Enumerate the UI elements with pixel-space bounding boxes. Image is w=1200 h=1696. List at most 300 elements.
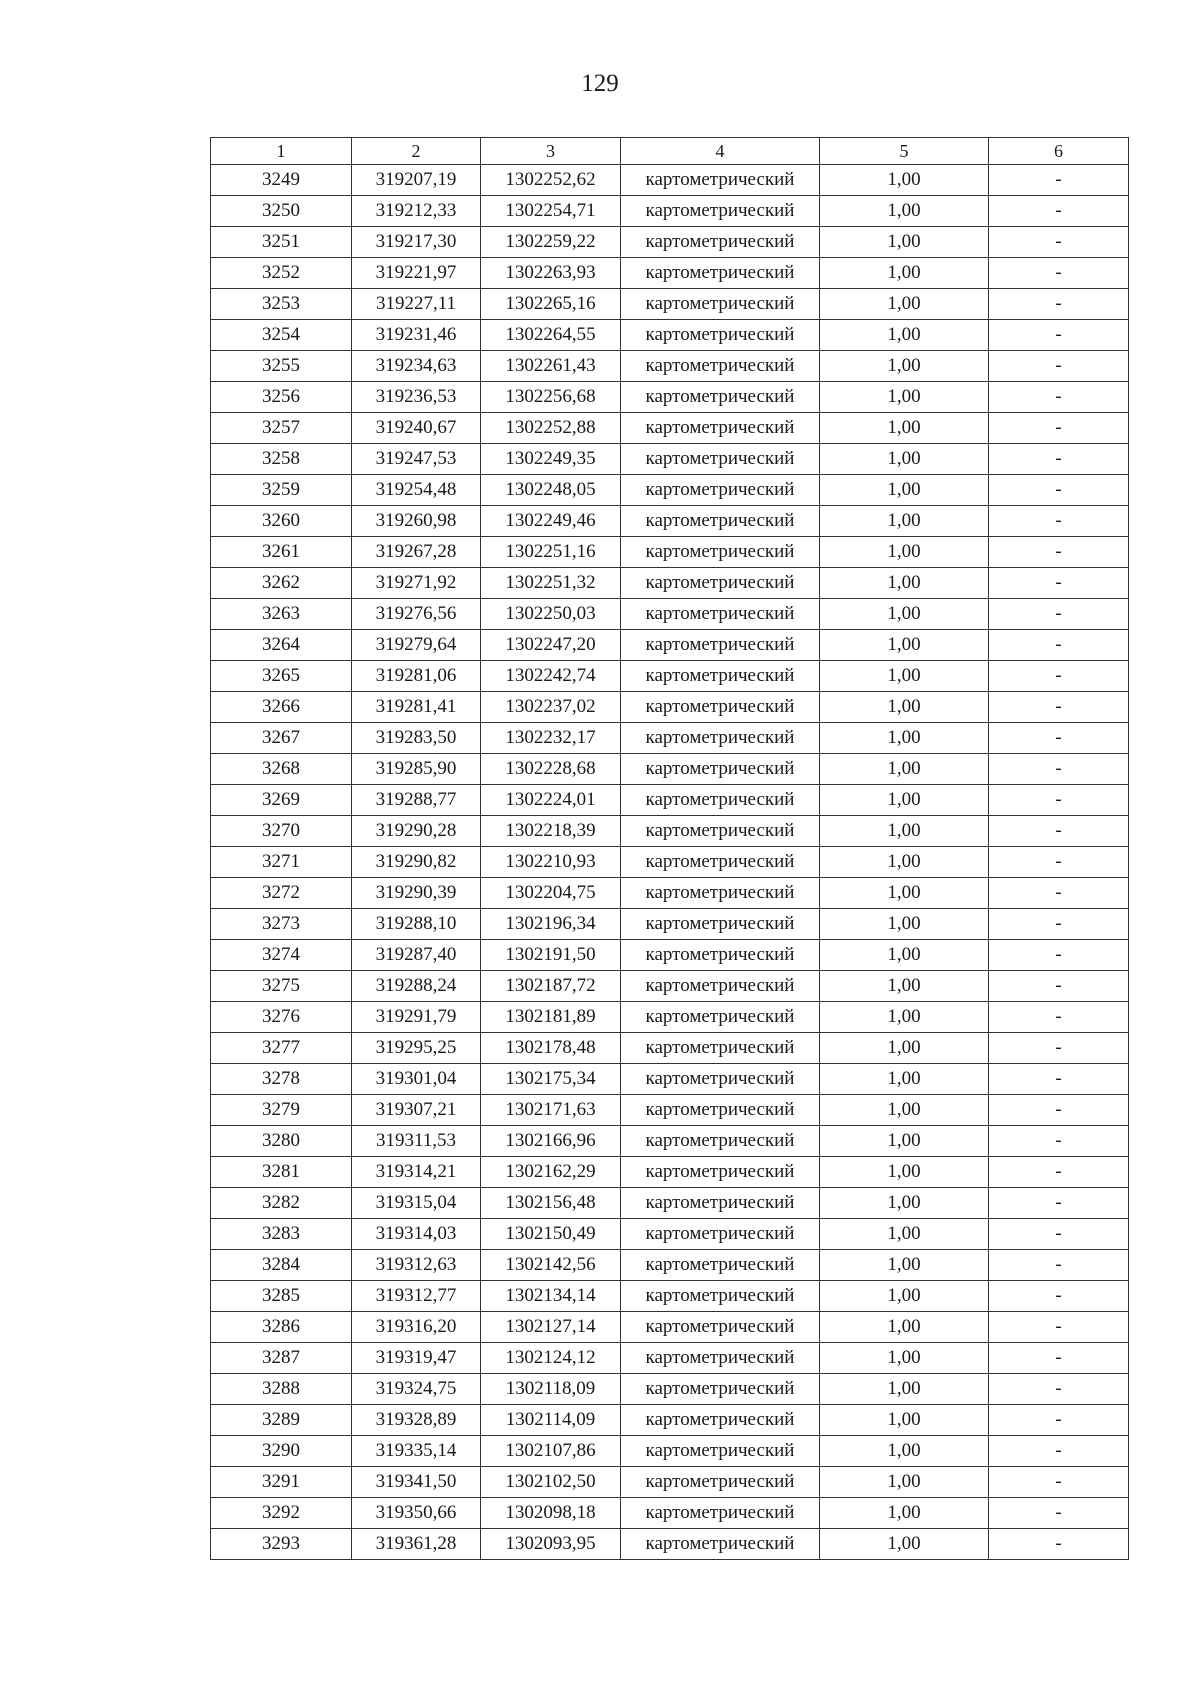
point-number-cell: 3264 <box>211 630 352 661</box>
table-row <box>211 475 1129 506</box>
x-coordinate-cell: 319287,40 <box>352 940 481 971</box>
method-cell: картометрический <box>621 1002 820 1033</box>
accuracy-cell: 1,00 <box>820 289 989 320</box>
description-cell: - <box>989 382 1129 413</box>
y-coordinate-cell: 1302191,50 <box>481 940 621 971</box>
point-number-cell: 3289 <box>211 1405 352 1436</box>
y-coordinate-cell: 1302250,03 <box>481 599 621 630</box>
description-cell: - <box>989 165 1129 196</box>
y-coordinate-cell: 1302247,20 <box>481 630 621 661</box>
table-row <box>211 320 1129 351</box>
method-cell: картометрический <box>621 227 820 258</box>
point-number-cell: 3288 <box>211 1374 352 1405</box>
description-cell: - <box>989 1498 1129 1529</box>
table-row <box>211 940 1129 971</box>
method-cell: картометрический <box>621 506 820 537</box>
y-coordinate-cell: 1302150,49 <box>481 1219 621 1250</box>
point-number-cell: 3260 <box>211 506 352 537</box>
x-coordinate-cell: 319285,90 <box>352 754 481 785</box>
method-cell: картометрический <box>621 1343 820 1374</box>
accuracy-cell: 1,00 <box>820 940 989 971</box>
method-cell: картометрический <box>621 351 820 382</box>
table-row <box>211 754 1129 785</box>
table-row <box>211 1064 1129 1095</box>
description-cell: - <box>989 1157 1129 1188</box>
method-cell: картометрический <box>621 785 820 816</box>
point-number-cell: 3287 <box>211 1343 352 1374</box>
description-cell: - <box>989 971 1129 1002</box>
method-cell: картометрический <box>621 1405 820 1436</box>
x-coordinate-cell: 319236,53 <box>352 382 481 413</box>
method-cell: картометрический <box>621 878 820 909</box>
method-cell: картометрический <box>621 165 820 196</box>
point-number-cell: 3261 <box>211 537 352 568</box>
table-row <box>211 909 1129 940</box>
y-coordinate-cell: 1302224,01 <box>481 785 621 816</box>
x-coordinate-cell: 319283,50 <box>352 723 481 754</box>
method-cell: картометрический <box>621 630 820 661</box>
description-cell: - <box>989 1312 1129 1343</box>
method-cell: картометрический <box>621 258 820 289</box>
accuracy-cell: 1,00 <box>820 661 989 692</box>
point-number-cell: 3272 <box>211 878 352 909</box>
accuracy-cell: 1,00 <box>820 196 989 227</box>
point-number-cell: 3285 <box>211 1281 352 1312</box>
y-coordinate-cell: 1302265,16 <box>481 289 621 320</box>
accuracy-cell: 1,00 <box>820 475 989 506</box>
x-coordinate-cell: 319240,67 <box>352 413 481 444</box>
accuracy-cell: 1,00 <box>820 723 989 754</box>
table-row <box>211 1126 1129 1157</box>
point-number-cell: 3280 <box>211 1126 352 1157</box>
accuracy-cell: 1,00 <box>820 165 989 196</box>
x-coordinate-cell: 319350,66 <box>352 1498 481 1529</box>
method-cell: картометрический <box>621 289 820 320</box>
table-row <box>211 1219 1129 1250</box>
method-cell: картометрический <box>621 1095 820 1126</box>
method-cell: картометрический <box>621 1064 820 1095</box>
y-coordinate-cell: 1302242,74 <box>481 661 621 692</box>
accuracy-cell: 1,00 <box>820 351 989 382</box>
table-row <box>211 1095 1129 1126</box>
method-cell: картометрический <box>621 1219 820 1250</box>
x-coordinate-cell: 319267,28 <box>352 537 481 568</box>
table-row <box>211 1188 1129 1219</box>
y-coordinate-cell: 1302181,89 <box>481 1002 621 1033</box>
x-coordinate-cell: 319221,97 <box>352 258 481 289</box>
x-coordinate-cell: 319290,82 <box>352 847 481 878</box>
x-coordinate-cell: 319234,63 <box>352 351 481 382</box>
x-coordinate-cell: 319281,06 <box>352 661 481 692</box>
y-coordinate-cell: 1302254,71 <box>481 196 621 227</box>
table-row <box>211 413 1129 444</box>
point-number-cell: 3249 <box>211 165 352 196</box>
method-cell: картометрический <box>621 475 820 506</box>
y-coordinate-cell: 1302124,12 <box>481 1343 621 1374</box>
description-cell: - <box>989 1095 1129 1126</box>
table-row <box>211 847 1129 878</box>
description-cell: - <box>989 1343 1129 1374</box>
x-coordinate-cell: 319288,10 <box>352 909 481 940</box>
description-cell: - <box>989 661 1129 692</box>
x-coordinate-cell: 319335,14 <box>352 1436 481 1467</box>
y-coordinate-cell: 1302093,95 <box>481 1529 621 1560</box>
method-cell: картометрический <box>621 661 820 692</box>
point-number-cell: 3278 <box>211 1064 352 1095</box>
y-coordinate-cell: 1302166,96 <box>481 1126 621 1157</box>
x-coordinate-cell: 319312,77 <box>352 1281 481 1312</box>
x-coordinate-cell: 319290,39 <box>352 878 481 909</box>
accuracy-cell: 1,00 <box>820 1002 989 1033</box>
x-coordinate-cell: 319319,47 <box>352 1343 481 1374</box>
accuracy-cell: 1,00 <box>820 1405 989 1436</box>
point-number-cell: 3253 <box>211 289 352 320</box>
y-coordinate-cell: 1302178,48 <box>481 1033 621 1064</box>
y-coordinate-cell: 1302118,09 <box>481 1374 621 1405</box>
point-number-cell: 3257 <box>211 413 352 444</box>
accuracy-cell: 1,00 <box>820 413 989 444</box>
x-coordinate-cell: 319315,04 <box>352 1188 481 1219</box>
accuracy-cell: 1,00 <box>820 1126 989 1157</box>
method-cell: картометрический <box>621 754 820 785</box>
method-cell: картометрический <box>621 444 820 475</box>
point-number-cell: 3284 <box>211 1250 352 1281</box>
coordinates-table-body <box>211 138 1129 1560</box>
method-cell: картометрический <box>621 816 820 847</box>
table-header-row <box>211 138 1129 165</box>
column-header: 3 <box>481 138 621 165</box>
description-cell: - <box>989 1529 1129 1560</box>
accuracy-cell: 1,00 <box>820 1157 989 1188</box>
x-coordinate-cell: 319307,21 <box>352 1095 481 1126</box>
table-row <box>211 1312 1129 1343</box>
description-cell: - <box>989 1188 1129 1219</box>
x-coordinate-cell: 319341,50 <box>352 1467 481 1498</box>
description-cell: - <box>989 1002 1129 1033</box>
y-coordinate-cell: 1302237,02 <box>481 692 621 723</box>
point-number-cell: 3251 <box>211 227 352 258</box>
point-number-cell: 3274 <box>211 940 352 971</box>
accuracy-cell: 1,00 <box>820 1250 989 1281</box>
description-cell: - <box>989 909 1129 940</box>
accuracy-cell: 1,00 <box>820 1312 989 1343</box>
description-cell: - <box>989 320 1129 351</box>
method-cell: картометрический <box>621 320 820 351</box>
y-coordinate-cell: 1302102,50 <box>481 1467 621 1498</box>
x-coordinate-cell: 319281,41 <box>352 692 481 723</box>
y-coordinate-cell: 1302252,88 <box>481 413 621 444</box>
y-coordinate-cell: 1302252,62 <box>481 165 621 196</box>
x-coordinate-cell: 319314,21 <box>352 1157 481 1188</box>
y-coordinate-cell: 1302098,18 <box>481 1498 621 1529</box>
accuracy-cell: 1,00 <box>820 444 989 475</box>
column-header: 5 <box>820 138 989 165</box>
table-row <box>211 444 1129 475</box>
accuracy-cell: 1,00 <box>820 785 989 816</box>
table-row <box>211 723 1129 754</box>
description-cell: - <box>989 289 1129 320</box>
description-cell: - <box>989 847 1129 878</box>
table-row <box>211 1405 1129 1436</box>
accuracy-cell: 1,00 <box>820 1343 989 1374</box>
description-cell: - <box>989 444 1129 475</box>
x-coordinate-cell: 319231,46 <box>352 320 481 351</box>
x-coordinate-cell: 319279,64 <box>352 630 481 661</box>
x-coordinate-cell: 319217,30 <box>352 227 481 258</box>
accuracy-cell: 1,00 <box>820 320 989 351</box>
accuracy-cell: 1,00 <box>820 1281 989 1312</box>
point-number-cell: 3270 <box>211 816 352 847</box>
description-cell: - <box>989 940 1129 971</box>
point-number-cell: 3273 <box>211 909 352 940</box>
method-cell: картометрический <box>621 1157 820 1188</box>
description-cell: - <box>989 227 1129 258</box>
point-number-cell: 3254 <box>211 320 352 351</box>
y-coordinate-cell: 1302156,48 <box>481 1188 621 1219</box>
method-cell: картометрический <box>621 382 820 413</box>
point-number-cell: 3252 <box>211 258 352 289</box>
accuracy-cell: 1,00 <box>820 258 989 289</box>
table-row <box>211 599 1129 630</box>
y-coordinate-cell: 1302251,16 <box>481 537 621 568</box>
table-row <box>211 382 1129 413</box>
table-row <box>211 1529 1129 1560</box>
y-coordinate-cell: 1302175,34 <box>481 1064 621 1095</box>
point-number-cell: 3277 <box>211 1033 352 1064</box>
y-coordinate-cell: 1302228,68 <box>481 754 621 785</box>
accuracy-cell: 1,00 <box>820 1436 989 1467</box>
method-cell: картометрический <box>621 413 820 444</box>
accuracy-cell: 1,00 <box>820 227 989 258</box>
method-cell: картометрический <box>621 1033 820 1064</box>
description-cell: - <box>989 1033 1129 1064</box>
x-coordinate-cell: 319291,79 <box>352 1002 481 1033</box>
table-row <box>211 816 1129 847</box>
y-coordinate-cell: 1302162,29 <box>481 1157 621 1188</box>
description-cell: - <box>989 1219 1129 1250</box>
description-cell: - <box>989 1467 1129 1498</box>
accuracy-cell: 1,00 <box>820 692 989 723</box>
x-coordinate-cell: 319328,89 <box>352 1405 481 1436</box>
accuracy-cell: 1,00 <box>820 599 989 630</box>
description-cell: - <box>989 785 1129 816</box>
y-coordinate-cell: 1302196,34 <box>481 909 621 940</box>
accuracy-cell: 1,00 <box>820 506 989 537</box>
accuracy-cell: 1,00 <box>820 1095 989 1126</box>
x-coordinate-cell: 319207,19 <box>352 165 481 196</box>
method-cell: картометрический <box>621 971 820 1002</box>
description-cell: - <box>989 351 1129 382</box>
y-coordinate-cell: 1302107,86 <box>481 1436 621 1467</box>
description-cell: - <box>989 1436 1129 1467</box>
method-cell: картометрический <box>621 847 820 878</box>
description-cell: - <box>989 1250 1129 1281</box>
accuracy-cell: 1,00 <box>820 971 989 1002</box>
y-coordinate-cell: 1302204,75 <box>481 878 621 909</box>
table-row <box>211 351 1129 382</box>
point-number-cell: 3266 <box>211 692 352 723</box>
method-cell: картометрический <box>621 196 820 227</box>
accuracy-cell: 1,00 <box>820 1467 989 1498</box>
point-number-cell: 3283 <box>211 1219 352 1250</box>
description-cell: - <box>989 1126 1129 1157</box>
accuracy-cell: 1,00 <box>820 1064 989 1095</box>
x-coordinate-cell: 319288,77 <box>352 785 481 816</box>
y-coordinate-cell: 1302264,55 <box>481 320 621 351</box>
table-row <box>211 258 1129 289</box>
accuracy-cell: 1,00 <box>820 1498 989 1529</box>
accuracy-cell: 1,00 <box>820 1188 989 1219</box>
y-coordinate-cell: 1302218,39 <box>481 816 621 847</box>
description-cell: - <box>989 196 1129 227</box>
point-number-cell: 3292 <box>211 1498 352 1529</box>
table-row <box>211 568 1129 599</box>
table-row <box>211 785 1129 816</box>
y-coordinate-cell: 1302249,46 <box>481 506 621 537</box>
point-number-cell: 3291 <box>211 1467 352 1498</box>
method-cell: картометрический <box>621 599 820 630</box>
description-cell: - <box>989 816 1129 847</box>
table-row <box>211 661 1129 692</box>
accuracy-cell: 1,00 <box>820 754 989 785</box>
method-cell: картометрический <box>621 723 820 754</box>
table-row <box>211 1374 1129 1405</box>
table-row <box>211 289 1129 320</box>
method-cell: картометрический <box>621 692 820 723</box>
point-number-cell: 3250 <box>211 196 352 227</box>
y-coordinate-cell: 1302134,14 <box>481 1281 621 1312</box>
description-cell: - <box>989 1064 1129 1095</box>
point-number-cell: 3263 <box>211 599 352 630</box>
x-coordinate-cell: 319247,53 <box>352 444 481 475</box>
method-cell: картометрический <box>621 568 820 599</box>
point-number-cell: 3259 <box>211 475 352 506</box>
description-cell: - <box>989 537 1129 568</box>
table-row <box>211 1281 1129 1312</box>
table-row <box>211 878 1129 909</box>
method-cell: картометрический <box>621 1529 820 1560</box>
accuracy-cell: 1,00 <box>820 568 989 599</box>
x-coordinate-cell: 319212,33 <box>352 196 481 227</box>
method-cell: картометрический <box>621 537 820 568</box>
table-row <box>211 1498 1129 1529</box>
coordinates-table <box>210 137 1129 1560</box>
column-header: 2 <box>352 138 481 165</box>
point-number-cell: 3281 <box>211 1157 352 1188</box>
method-cell: картометрический <box>621 1374 820 1405</box>
point-number-cell: 3267 <box>211 723 352 754</box>
point-number-cell: 3279 <box>211 1095 352 1126</box>
table-row <box>211 692 1129 723</box>
table-row <box>211 1033 1129 1064</box>
x-coordinate-cell: 319361,28 <box>352 1529 481 1560</box>
column-header: 4 <box>621 138 820 165</box>
x-coordinate-cell: 319314,03 <box>352 1219 481 1250</box>
method-cell: картометрический <box>621 1250 820 1281</box>
table-row <box>211 1467 1129 1498</box>
table-row <box>211 1343 1129 1374</box>
method-cell: картометрический <box>621 1436 820 1467</box>
x-coordinate-cell: 319295,25 <box>352 1033 481 1064</box>
point-number-cell: 3286 <box>211 1312 352 1343</box>
description-cell: - <box>989 878 1129 909</box>
point-number-cell: 3293 <box>211 1529 352 1560</box>
table-row <box>211 537 1129 568</box>
accuracy-cell: 1,00 <box>820 537 989 568</box>
y-coordinate-cell: 1302232,17 <box>481 723 621 754</box>
description-cell: - <box>989 630 1129 661</box>
description-cell: - <box>989 754 1129 785</box>
method-cell: картометрический <box>621 940 820 971</box>
table-row <box>211 1157 1129 1188</box>
table-row <box>211 630 1129 661</box>
description-cell: - <box>989 258 1129 289</box>
accuracy-cell: 1,00 <box>820 878 989 909</box>
description-cell: - <box>989 413 1129 444</box>
description-cell: - <box>989 568 1129 599</box>
accuracy-cell: 1,00 <box>820 382 989 413</box>
point-number-cell: 3282 <box>211 1188 352 1219</box>
accuracy-cell: 1,00 <box>820 816 989 847</box>
method-cell: картометрический <box>621 909 820 940</box>
x-coordinate-cell: 319324,75 <box>352 1374 481 1405</box>
point-number-cell: 3262 <box>211 568 352 599</box>
table-row <box>211 165 1129 196</box>
x-coordinate-cell: 319227,11 <box>352 289 481 320</box>
accuracy-cell: 1,00 <box>820 847 989 878</box>
y-coordinate-cell: 1302248,05 <box>481 475 621 506</box>
table-row <box>211 971 1129 1002</box>
x-coordinate-cell: 319260,98 <box>352 506 481 537</box>
y-coordinate-cell: 1302210,93 <box>481 847 621 878</box>
column-header: 6 <box>989 138 1129 165</box>
table-row <box>211 1250 1129 1281</box>
description-cell: - <box>989 506 1129 537</box>
y-coordinate-cell: 1302256,68 <box>481 382 621 413</box>
description-cell: - <box>989 599 1129 630</box>
description-cell: - <box>989 723 1129 754</box>
x-coordinate-cell: 319288,24 <box>352 971 481 1002</box>
method-cell: картометрический <box>621 1498 820 1529</box>
point-number-cell: 3269 <box>211 785 352 816</box>
description-cell: - <box>989 1281 1129 1312</box>
accuracy-cell: 1,00 <box>820 1219 989 1250</box>
y-coordinate-cell: 1302259,22 <box>481 227 621 258</box>
x-coordinate-cell: 319254,48 <box>352 475 481 506</box>
accuracy-cell: 1,00 <box>820 1033 989 1064</box>
x-coordinate-cell: 319301,04 <box>352 1064 481 1095</box>
accuracy-cell: 1,00 <box>820 1529 989 1560</box>
y-coordinate-cell: 1302187,72 <box>481 971 621 1002</box>
y-coordinate-cell: 1302251,32 <box>481 568 621 599</box>
x-coordinate-cell: 319312,63 <box>352 1250 481 1281</box>
description-cell: - <box>989 692 1129 723</box>
point-number-cell: 3275 <box>211 971 352 1002</box>
point-number-cell: 3258 <box>211 444 352 475</box>
y-coordinate-cell: 1302261,43 <box>481 351 621 382</box>
point-number-cell: 3265 <box>211 661 352 692</box>
point-number-cell: 3290 <box>211 1436 352 1467</box>
table-row <box>211 1436 1129 1467</box>
point-number-cell: 3271 <box>211 847 352 878</box>
point-number-cell: 3255 <box>211 351 352 382</box>
page-number: 129 <box>581 70 619 97</box>
table-row <box>211 196 1129 227</box>
description-cell: - <box>989 1405 1129 1436</box>
column-header: 1 <box>211 138 352 165</box>
y-coordinate-cell: 1302142,56 <box>481 1250 621 1281</box>
point-number-cell: 3256 <box>211 382 352 413</box>
